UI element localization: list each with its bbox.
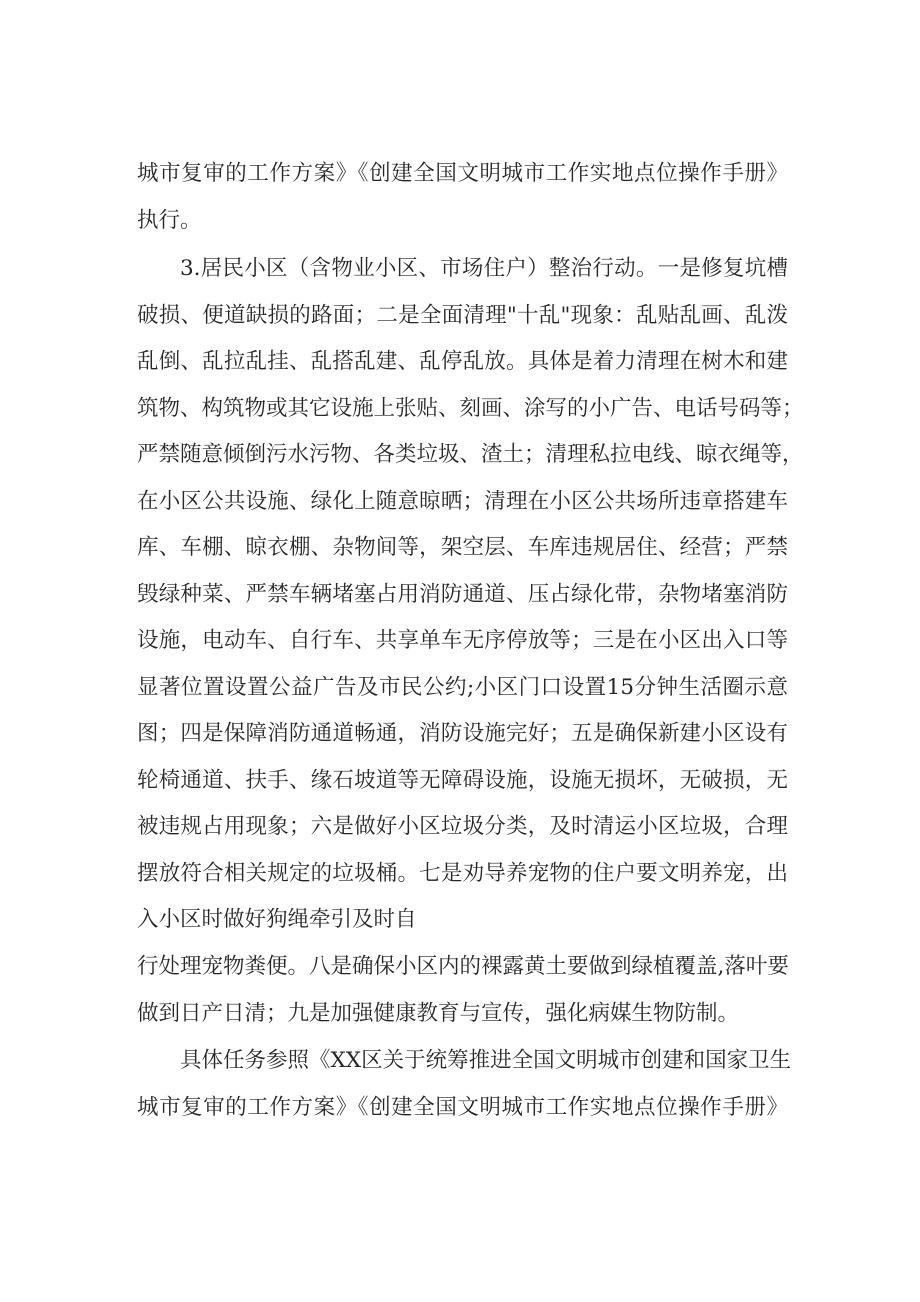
text-line: 执行。 [137, 207, 202, 233]
text-line: 入小区时做好狗绳牵引及时自 [137, 907, 417, 932]
text-line: 设施，电动车、自行车、共享单车无序停放等；三是在小区出入口等 [137, 628, 788, 653]
paragraph-continuation [137, 151, 788, 244]
text-line: 严禁随意倾倒污水污物、各类垃圾、渣土；清理私拉电线、晾衣绳等， [137, 442, 804, 467]
text-line: 摆放符合相关规定的垃圾桶。七是劝导养宠物的住户要文明养宠，出 [137, 860, 788, 886]
text-line: 3.居民小区（含物业小区、市场住户）整治行动。一是修复坑槽 [180, 256, 788, 281]
paragraph-residential-rectification [137, 246, 804, 944]
text-line: 图；四是保障消防通道畅通，消防设施完好；五是确保新建小区设有 [137, 721, 788, 746]
text-line: 库、车棚、晾衣棚、杂物间等，架空层、车库违规居住、经营；严禁 [137, 535, 788, 560]
paragraph-pet-waste [137, 944, 788, 1037]
text-line: 具体任务参照《XX区关于统筹推进全国文明城市创建和国家卫生 [180, 1048, 792, 1073]
text-line: 城市复审的工作方案》《创建全国文明城市工作实地点位操作手册》 [137, 1094, 788, 1120]
text-line: 在小区公共设施、绿化上随意晾晒；清理在小区公共场所违章搭建车 [137, 488, 788, 514]
text-line: 显著位置设置公益广告及市民公约;小区门口设置15分钟生活圈示意 [137, 674, 788, 700]
text-line: 筑物、构筑物或其它设施上张贴、刻画、涂写的小广告、电话号码等； [137, 395, 804, 421]
text-line: 被违规占用现象；六是做好小区垃圾分类，及时清运小区垃圾，合理 [137, 814, 788, 839]
text-line: 行处理宠物粪便。八是确保小区内的裸露黄土要做到绿植覆盖,落叶要 [137, 954, 789, 979]
paragraph-task-reference [137, 1038, 792, 1131]
text-line: 城市复审的工作方案》《创建全国文明城市工作实地点位操作手册》 [137, 161, 788, 186]
text-line: 做到日产日清；九是加强健康教育与宣传，强化病媒生物防制。 [137, 1000, 740, 1026]
text-line: 破损、便道缺损的路面；二是全面清理"十乱"现象：乱贴乱画、乱泼 [137, 302, 788, 328]
text-line: 乱倒、乱拉乱挂、乱搭乱建、乱停乱放。具体是着力清理在树木和建 [137, 349, 788, 374]
text-line: 毁绿种菜、严禁车辆堵塞占用消防通道、压占绿化带，杂物堵塞消防 [137, 581, 788, 607]
text-line: 轮椅通道、扶手、缘石坡道等无障碍设施，设施无损坏，无破损，无 [137, 767, 788, 793]
